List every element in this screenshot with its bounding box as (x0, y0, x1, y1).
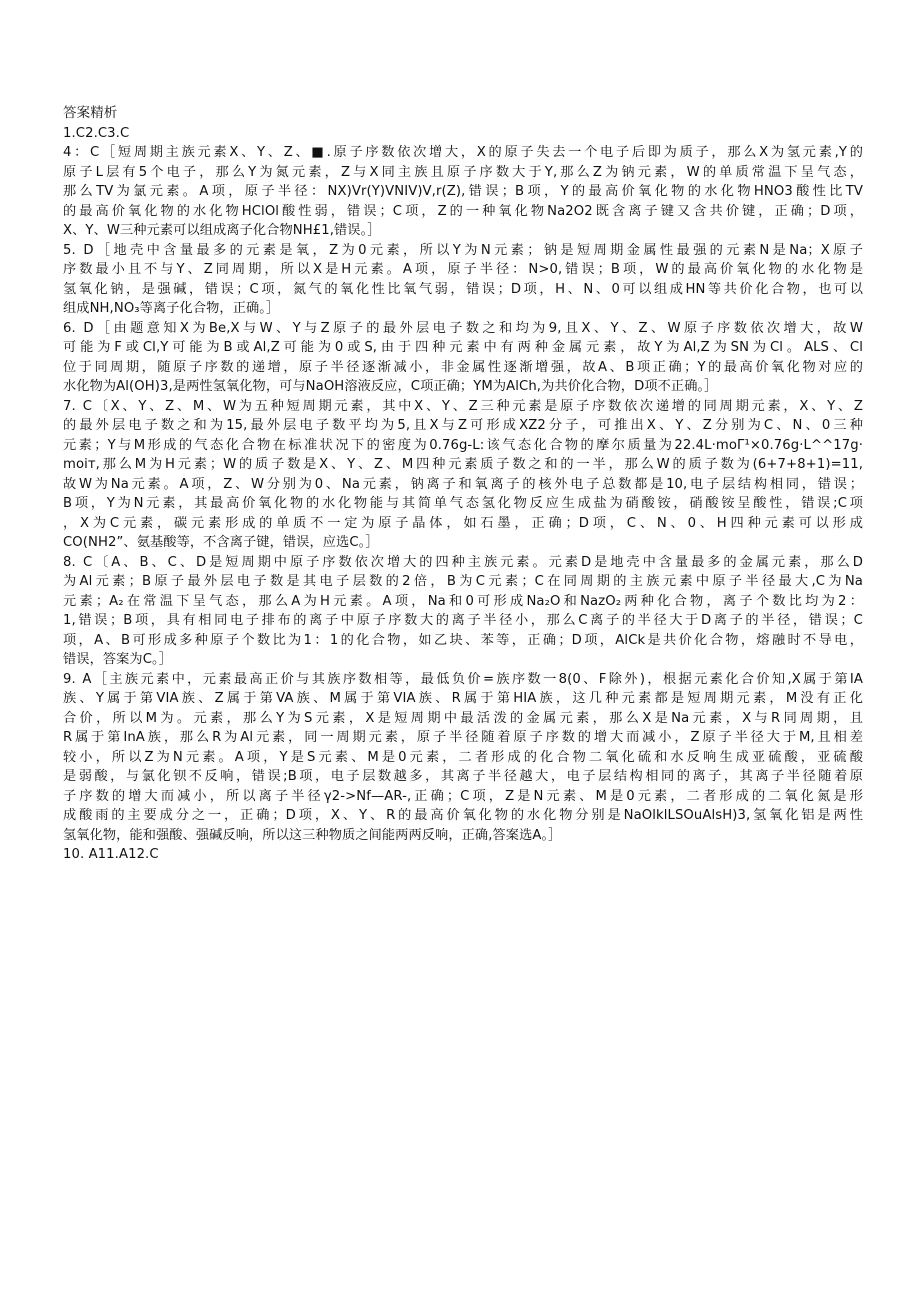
text-line: 1,错误；B项，具有相同电子排布的离子中原子序数大的离子半径小，那么C离子的半径大于D离子的半径，错误；C (63, 613, 863, 628)
text-line: 为Al元素；B原子最外层电子数是其电子层数的2倍，B为C元素；C在同周期的主族元素中原子半径最大,C为Na (63, 574, 863, 589)
text-line: 氢氧化钠，是强碱，错误；C项，氮气的氧化性比氧气弱，错误；D项，H、N、0可以组成HN等共价化合物，也可以 (63, 281, 863, 297)
page-title: 答案精析 (63, 105, 118, 121)
text-line: 7. C〔X、Y、Z、M、W为五种短周期元素，其中X、Y、Z三种元素是原子序数依次递增的同周期元素，X、Y、Z (63, 398, 863, 414)
question-9-explanation (63, 670, 863, 846)
text-line: 组成NH,NO₃等离子化合物，正确。］ (63, 301, 280, 316)
text-line: 的最外层电子数之和为15,最外层电子数平均为5,且X与Z可形成XZ2分子，可推出X、Y、Z分别为C、N、0三种 (63, 418, 863, 433)
text-line: 元素；Y与M形成的气态化合物在标准状况下的密度为0.76g-L:该气态化合物的摩尔质量为22.4L·moΓ¹×0.76g·L^^17g· (63, 437, 863, 453)
text-line: 元素；A₂在常温下呈气态，那么A为H元素。A项，Na和0可形成Na₂O和NazO₂两种化合物，离子个数比均为2： (63, 593, 863, 609)
text-line: 故W为Na元素。A项，Z、W分别为0、Na元素，钠离子和氧离子的核外电子总数都是10,电子层结构相同，错误； (63, 476, 863, 492)
text-line: ，X为C元素，碳元素形成的单质不一定为原子晶体，如石墨，正确；D项，C、N、0、H四种元素可以形成 (63, 515, 863, 531)
text-line: 合价，所以M为。元素，那么Y为S元素，X是短周期中最活泼的金属元素，那么X是Na元素，X与R同周期，且 (63, 710, 863, 726)
question-7-explanation (63, 397, 863, 553)
answers-1-3: 1.C2.C3.C (63, 125, 130, 141)
text-line: 错误，答案为C。］ (63, 652, 173, 667)
text-line: 较小，所以Z为N元素。A项，Y是S元素、M是0元素，二者形成的化合物二氧化硫和水反响生成亚硫酸，亚硫酸 (63, 749, 863, 765)
answers-10-12: 10. A11.A12.C (63, 847, 159, 862)
text-line: 可能为F或Cl,Y可能为B或Al,Z可能为0或S,由于四种元素中有两种金属元素，故Y为Al,Z为SN为Cl。ALS、Cl (63, 340, 863, 355)
text-line: X、Y、W三种元素可以组成离子化合物NH£1,错误。］ (63, 223, 381, 238)
text-line: 是弱酸，与氯化钡不反响，错误;B项，电子层数越多，其离子半径越大，电子层结构相同的离子，其离子半径随着原 (63, 769, 863, 784)
text-line: 8. C〔A、B、C、D是短周期中原子序数依次增大的四种主族元素。元素D是地壳中含量最多的金属元素，那么D (63, 554, 863, 570)
text-line: 9. A［主族元素中，元素最高正价与其族序数相等，最低负价=族序数一8(0、F除外)，根据元素化合价知,X属于第IA (63, 671, 863, 687)
text-line: 族、Y属于第VIA族、Z属于第VA族、M属于第VIA族、R属于第HIA族，这几种元素都是短周期元素，M没有正化 (63, 691, 863, 706)
text-line: 项，A、B可形成多种原子个数比为1：1的化合物，如乙块、苯等，正确；D项，AlCk是共价化合物，熔融时不导电， (63, 632, 863, 648)
text-line: 原子L层有5个电子，那么Y为氮元素，Z与X同主族且原子序数大于Y,那么Z为钠元素，W的单质常温下呈气态， (63, 164, 863, 180)
text-line: 子序数的增大而减小，所以离子半径γ2->Nf—AR-,正确；C项，Z是N元素、M是0元素，二者形成的二氧化氮是形 (63, 788, 863, 804)
text-line: 成酸雨的主要成分之一，正确；D项，X、Y、R的最高价氧化物的水化物分别是NaOlklLSOuAlsH)3,氢氧化铝是两性 (63, 808, 863, 823)
text-line: R属于第InA族，那么R为Al元素，同一周期元素，原子半径随着原子序数的增大而减小，Z原子半径大于M,且相差 (63, 730, 863, 745)
text-line: 4：C［短周期主族元素X、Y、Z、■.原子序数依次增大，X的原子失去一个电子后即为质子，那么X为氢元素,Y的 (63, 145, 863, 160)
question-5-explanation (63, 241, 863, 319)
text-line: 氢氧化物，能和强酸、强碱反响，所以这三种物质之间能两两反响，正确,答案选A。］ (63, 827, 562, 843)
text-line: 位于同周期，随原子序数的递增，原子半径逐渐减小，非金属性逐渐增强，故A、B项正确；Y的最高价氧化物对应的 (63, 359, 863, 375)
text-line: 6. D［由题意知X为Be,X与W、Y与Z原子的最外层电子数之和均为9,且X、Y、Z、W原子序数依次增大，故W (63, 320, 863, 336)
question-4-explanation (63, 143, 863, 241)
text-line: moiт,那么M为H元素；W的质子数是X、Y、Z、M四种元素质子数之和的一半，那么W的质子数为(6+7+8+1)=11, (63, 457, 863, 472)
text-line: B项，Y为N元素，其最高价氧化物的水化物能与其简单气态氢化物反应生成盐为硝酸铵，硝酸铵呈酸性，错误;C项 (63, 496, 863, 511)
text-line: 那么TV为氯元素。A项，原子半径：NX)Vr(Y)VNIV)V,r(Z),错误；B项，Y的最高价氧化物的水化物HNO3酸性比TV (63, 184, 863, 199)
question-6-explanation (63, 319, 863, 397)
text-line: CO(NH2”、氨基酸等，不含离子键，错误，应选C。］ (63, 535, 379, 550)
text-line: 序数最小且不与Y、Z同周期，所以X是H元素。A项，原子半径：N>0,错误；B项，W的最高价氧化物的水化物是 (63, 262, 863, 277)
answer-analysis-page (63, 104, 863, 865)
question-8-explanation (63, 553, 863, 670)
text-line: 的最高价氧化物的水化物HClOl酸性弱，错误；C项，Z的一种氧化物Na2O2既含离子键又含共价键，正确；D项， (63, 203, 863, 219)
text-line: 水化物为Al(OH)3,是两性氢氧化物，可与NaOH溶液反应，C项正确；YM为AlCh,为共价化合物，D项不正确。］ (63, 379, 718, 394)
text-line: 5. D［地壳中含量最多的元素是氧，Z为0元素，所以Y为N元素；钠是短周期金属性最强的元素N是Na；X原子 (63, 242, 863, 258)
